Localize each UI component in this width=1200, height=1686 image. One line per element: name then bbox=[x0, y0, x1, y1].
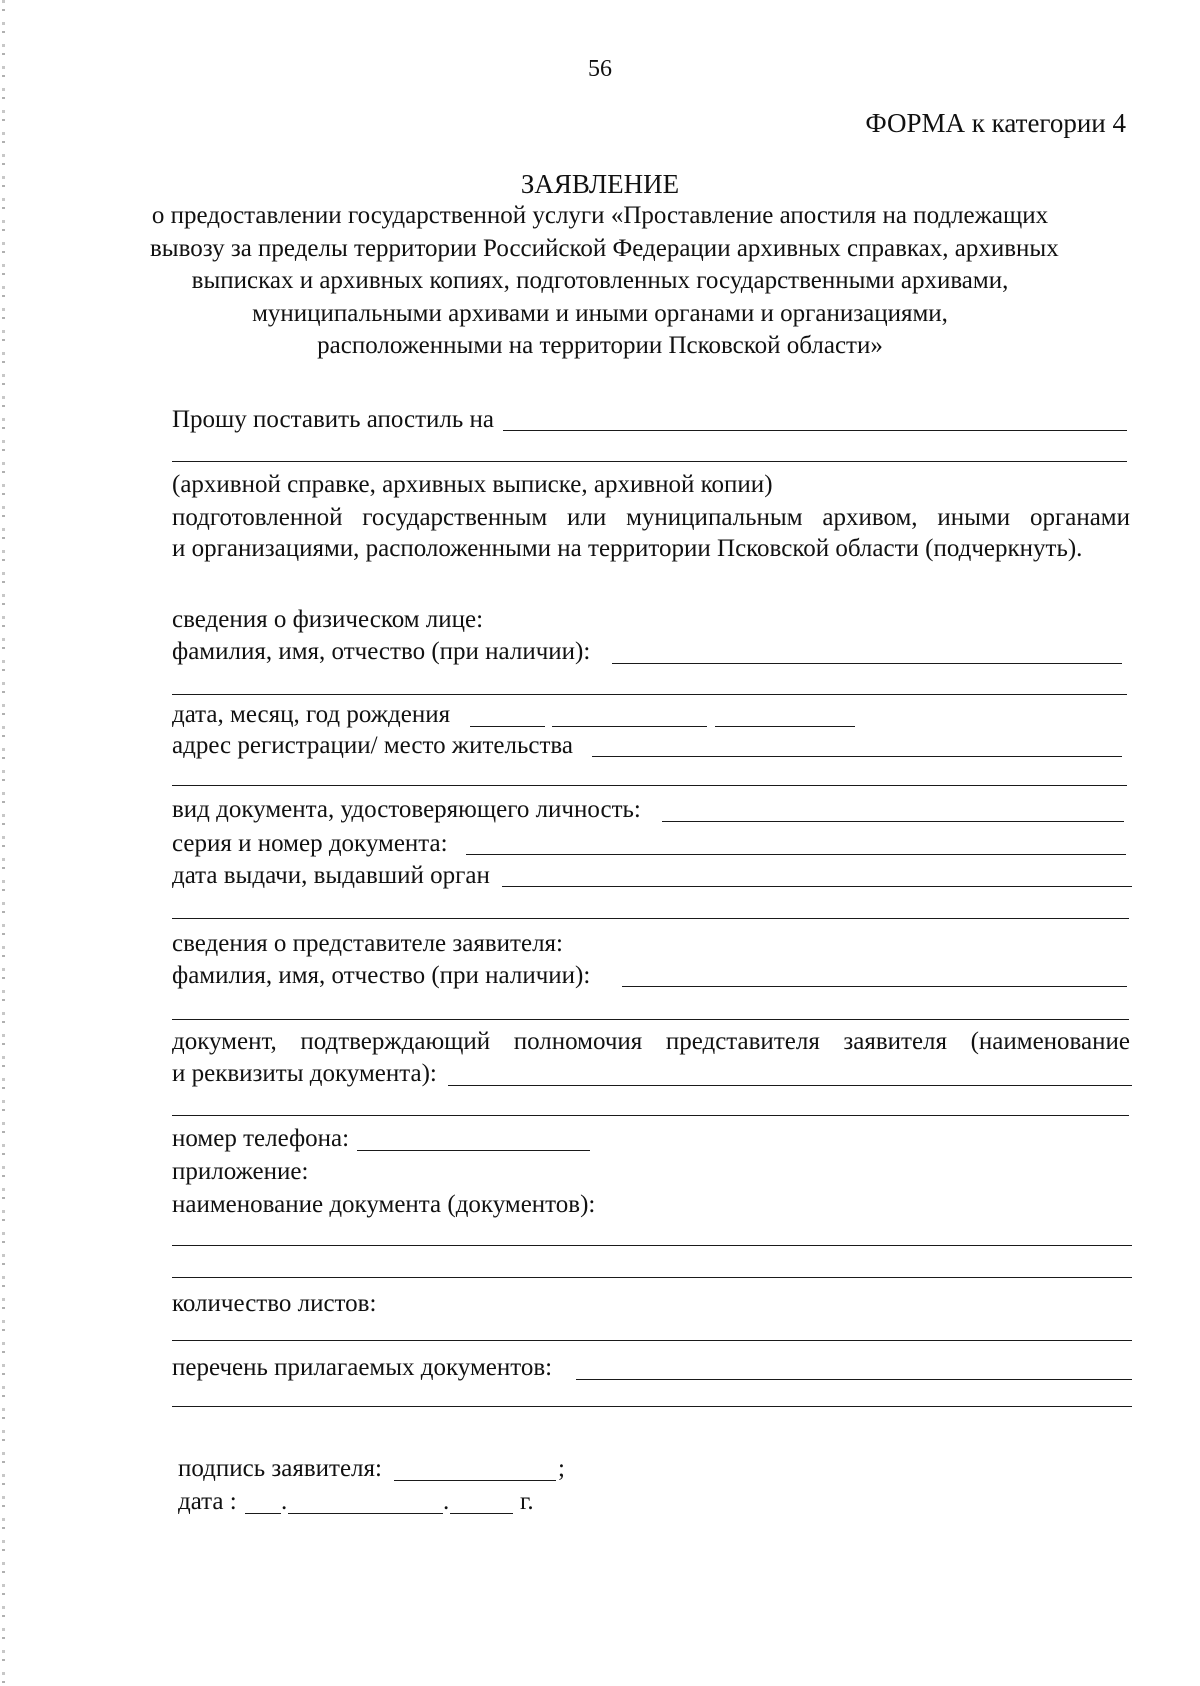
individual-full-name-field-continued[interactable] bbox=[172, 694, 1127, 695]
subtitle-line: муниципальными архивами и иными органами и организациями, bbox=[252, 299, 948, 327]
birth-day-field[interactable] bbox=[470, 726, 545, 727]
scan-edge-artifact bbox=[2, 0, 5, 1686]
attached-doc-names-field-continued[interactable] bbox=[172, 1277, 1132, 1278]
subtitle-line: расположенными на территории Псковской области» bbox=[317, 332, 883, 360]
id-document-type-label: вид документа, удостоверяющего личность: bbox=[172, 796, 641, 823]
subtitle-line: выписках и архивных копиях, подготовленных государственными архивами, bbox=[191, 267, 1009, 295]
date-separator-dot: . bbox=[443, 1488, 450, 1515]
attached-docs-list-label: перечень прилагаемых документов: bbox=[172, 1354, 553, 1381]
authority-document-label-continued: и реквизиты документа): bbox=[172, 1060, 437, 1087]
authority-document-field[interactable] bbox=[448, 1085, 1132, 1086]
date-separator-dot: . bbox=[281, 1488, 288, 1515]
date-day-field[interactable] bbox=[245, 1513, 281, 1514]
birth-year-field[interactable] bbox=[715, 726, 855, 727]
issue-info-field[interactable] bbox=[502, 886, 1132, 887]
attached-doc-names-label: наименование документа (документов): bbox=[172, 1191, 596, 1218]
authority-document-field-continued[interactable] bbox=[172, 1115, 1129, 1116]
date-month-field[interactable] bbox=[288, 1513, 443, 1514]
birth-month-field[interactable] bbox=[552, 726, 707, 727]
sheet-count-label: количество листов: bbox=[172, 1290, 377, 1317]
sheet-count-field[interactable] bbox=[172, 1340, 1132, 1341]
address-field-continued[interactable] bbox=[172, 785, 1127, 786]
id-document-type-field[interactable] bbox=[662, 821, 1124, 822]
id-series-number-field[interactable] bbox=[466, 854, 1126, 855]
date-year-field[interactable] bbox=[450, 1513, 513, 1514]
representative-full-name-field-continued[interactable] bbox=[172, 1019, 1129, 1020]
subtitle-line: о предоставлении государственной услуги «Проставление апостиля на подлежащих bbox=[151, 202, 1049, 229]
document-types-hint: (архивной справке, архивных выписке, архивной копии) bbox=[172, 471, 773, 498]
apostille-document-field[interactable] bbox=[503, 430, 1127, 431]
attached-doc-names-field[interactable] bbox=[172, 1245, 1132, 1246]
attached-docs-list-field[interactable] bbox=[576, 1379, 1132, 1380]
page-number: 56 bbox=[588, 56, 612, 82]
year-suffix: г. bbox=[520, 1488, 534, 1515]
date-label: дата : bbox=[178, 1488, 237, 1515]
authority-document-label: документ, подтверждающий полномочия представителя заявителя (наименование bbox=[172, 1028, 1130, 1055]
attached-docs-list-field-continued[interactable] bbox=[172, 1406, 1132, 1407]
individual-section-label: сведения о физическом лице: bbox=[172, 606, 484, 633]
representative-full-name-field[interactable] bbox=[622, 986, 1127, 987]
issue-info-label: дата выдачи, выдавший орган bbox=[172, 862, 490, 889]
document-title: ЗАЯВЛЕНИЕ bbox=[520, 169, 680, 199]
form-category-label: ФОРМА к категории 4 bbox=[865, 108, 1126, 138]
issue-info-field-continued[interactable] bbox=[172, 918, 1129, 919]
attachment-label: приложение: bbox=[172, 1158, 309, 1185]
representative-full-name-label: фамилия, имя, отчество (при наличии): bbox=[172, 962, 591, 989]
representative-section-label: сведения о представителе заявителя: bbox=[172, 930, 564, 957]
phone-field[interactable] bbox=[357, 1150, 590, 1151]
document-subtitle bbox=[150, 200, 1059, 363]
signature-semicolon: ; bbox=[558, 1455, 565, 1482]
individual-full-name-field[interactable] bbox=[612, 663, 1122, 664]
prepared-by-text-continued: и организациями, расположенными на территории Псковской области (подчеркнуть). bbox=[172, 535, 1083, 562]
subtitle-line: вывозу за пределы территории Российской Федерации архивных справках, архивных bbox=[150, 234, 1059, 262]
address-field[interactable] bbox=[592, 756, 1122, 757]
signature-field[interactable] bbox=[394, 1480, 556, 1481]
address-label: адрес регистрации/ место жительства bbox=[172, 732, 573, 759]
apostille-document-field-continued[interactable] bbox=[172, 461, 1127, 462]
birth-date-label: дата, месяц, год рождения bbox=[172, 701, 451, 728]
id-series-number-label: серия и номер документа: bbox=[172, 830, 448, 857]
individual-full-name-label: фамилия, имя, отчество (при наличии): bbox=[172, 638, 591, 665]
signature-label: подпись заявителя: bbox=[178, 1455, 382, 1482]
prepared-by-text: подготовленной государственным или муниципальным архивом, иными органами bbox=[172, 504, 1130, 531]
phone-label: номер телефона: bbox=[172, 1125, 350, 1152]
apostille-request-label: Прошу поставить апостиль на bbox=[172, 406, 495, 433]
